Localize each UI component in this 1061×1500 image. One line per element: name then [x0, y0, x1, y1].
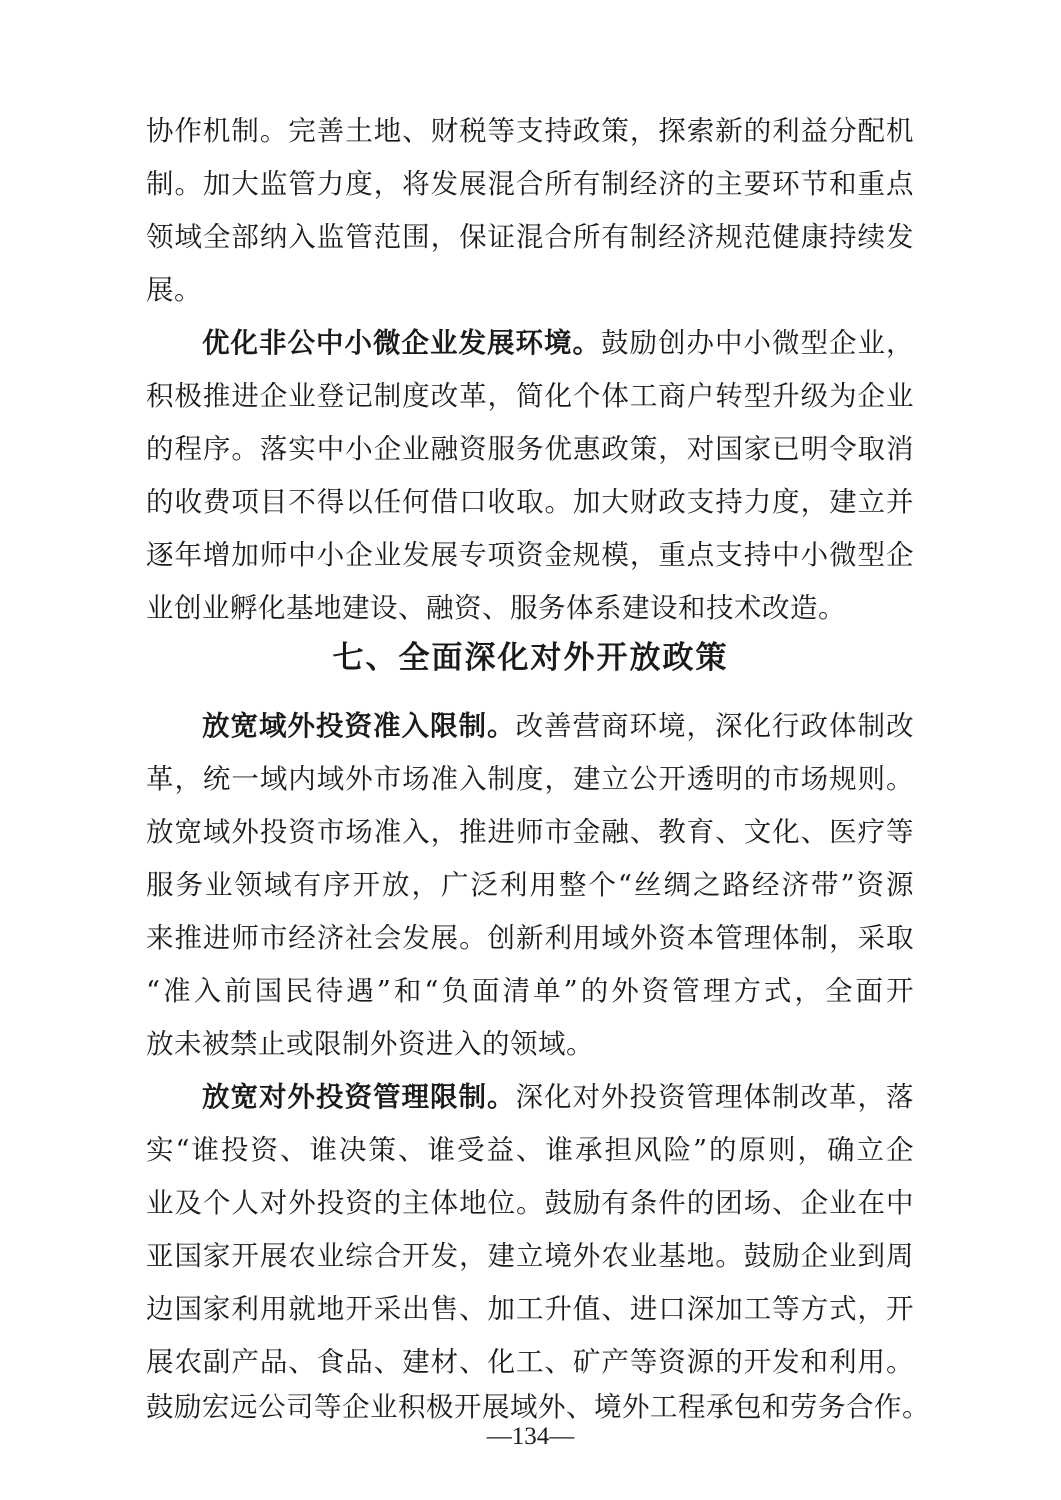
para4-line-4: 亚国家开展农业综合开发，建立境外农业基地。鼓励企业到周 [146, 1240, 914, 1272]
para4-first-rest: 深化对外投资管理体制改革，落 [515, 1081, 914, 1113]
para1-line-1: 协作机制。完善土地、财税等支持政策，探索新的利益分配机 [146, 115, 914, 147]
para3-line-7: 放未被禁止或限制外资进入的领域。 [146, 1028, 594, 1060]
para2-line-1 [202, 323, 914, 363]
para3-first-rest: 改善营商环境，深化行政体制改 [515, 710, 914, 742]
para2-line-2: 积极推进企业登记制度改革，简化个体工商户转型升级为企业 [146, 380, 914, 412]
para2-line-6: 业创业孵化基地建设、融资、服务体系建设和技术改造。 [146, 592, 846, 624]
para3-line-2: 革，统一域内域外市场准入制度，建立公开透明的市场规则。 [146, 763, 914, 795]
para2-lead: 优化非公中小微企业发展环境。 [202, 327, 601, 359]
section-heading: 七、全面深化对外开放政策 [332, 640, 729, 676]
para1-line-4: 展。 [146, 274, 202, 306]
para4-line-5: 边国家利用就地开采出售、加工升值、进口深加工等方式，开 [146, 1293, 914, 1325]
para1-line-3: 领域全部纳入监管范围，保证混合所有制经济规范健康持续发 [146, 221, 914, 253]
para3-line-3: 放宽域外投资市场准入，推进师市金融、教育、文化、医疗等 [146, 816, 914, 848]
para1-line-2: 制。加大监管力度，将发展混合所有制经济的主要环节和重点 [146, 168, 914, 200]
para3-line-1 [202, 706, 914, 746]
para2-line-5: 逐年增加师中小企业发展专项资金规模，重点支持中小微型企 [146, 539, 914, 571]
para3-lead: 放宽域外投资准入限制。 [202, 710, 516, 742]
para4-line-7: 鼓励宏远公司等企业积极开展域外、境外工程承包和劳务合作。 [146, 1391, 930, 1423]
para3-line-4: 服务业领域有序开放，广泛利用整个“丝绸之路经济带”资源 [146, 869, 914, 901]
para3-line-5: 来推进师市经济社会发展。创新利用域外资本管理体制，采取 [146, 922, 914, 954]
para2-first-rest: 鼓励创办中小微型企业， [601, 327, 914, 359]
para4-line-3: 业及个人对外投资的主体地位。鼓励有条件的团场、企业在中 [146, 1187, 914, 1219]
para4-line-6: 展农副产品、食品、建材、化工、矿产等资源的开发和利用。 [146, 1346, 914, 1378]
para2-line-3: 的程序。落实中小企业融资服务优惠政策，对国家已明令取消 [146, 433, 914, 465]
para4-lead: 放宽对外投资管理限制。 [202, 1081, 516, 1113]
para4-line-1 [202, 1077, 914, 1117]
para4-line-2: 实“谁投资、谁决策、谁受益、谁承担风险”的原则，确立企 [146, 1134, 914, 1166]
para3-line-6: “准入前国民待遇”和“负面清单”的外资管理方式，全面开 [146, 975, 914, 1007]
para2-line-4: 的收费项目不得以任何借口收取。加大财政支持力度，建立并 [146, 486, 914, 518]
page-number: —134— [486, 1423, 575, 1450]
